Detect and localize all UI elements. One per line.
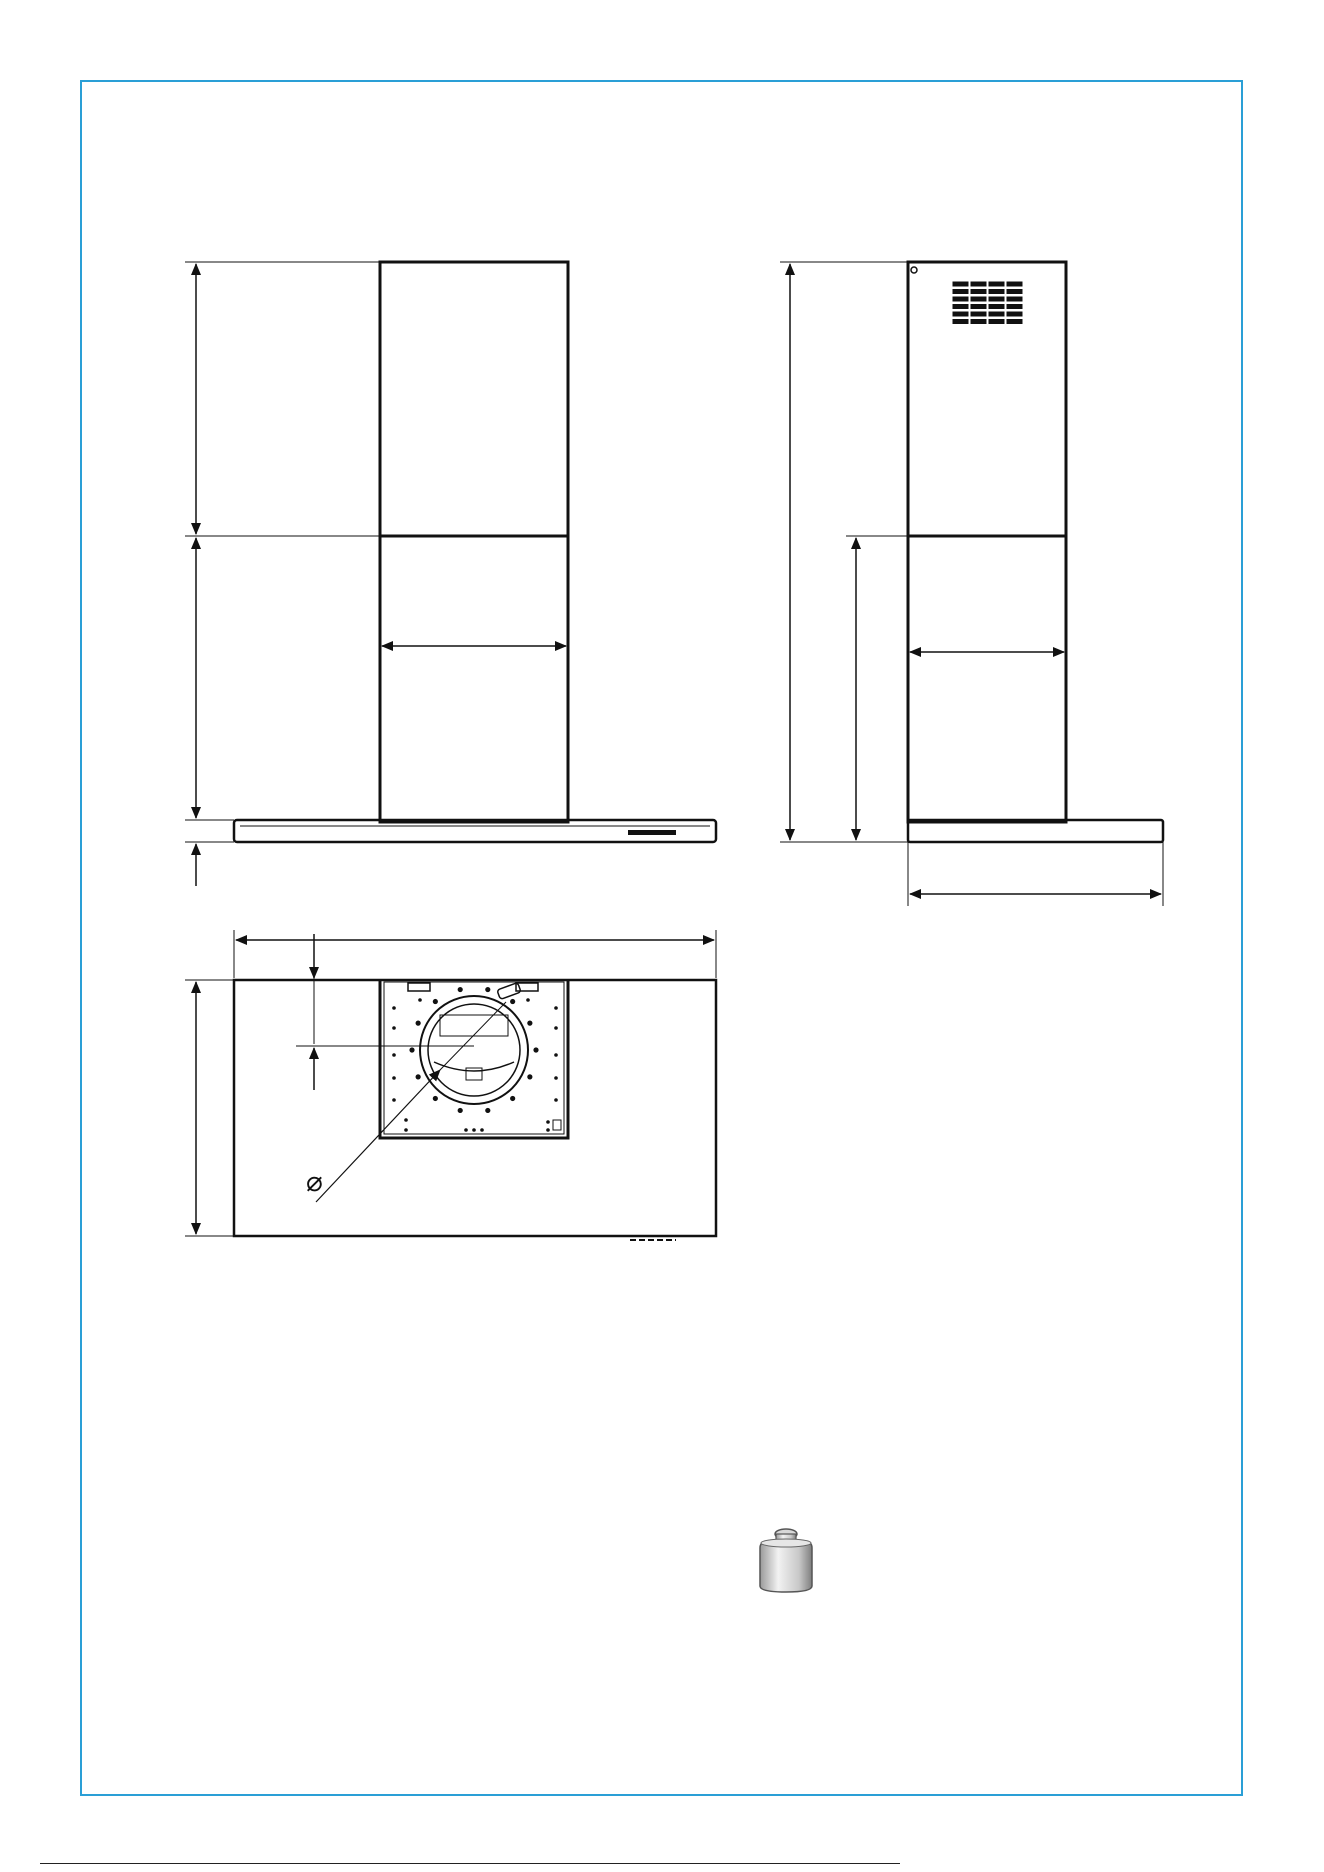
- vent-slot: [1007, 282, 1022, 286]
- mounting-hole: [433, 1096, 438, 1101]
- mounting-hole: [458, 1108, 463, 1113]
- vent-slot: [971, 305, 986, 309]
- vent-slot: [1007, 312, 1022, 316]
- diameter-symbol: ⌀: [306, 1166, 323, 1197]
- mounting-hole: [433, 999, 438, 1004]
- vent-slot: [1007, 305, 1022, 309]
- top-control-box: [553, 1120, 561, 1130]
- mounting-hole: [392, 1098, 396, 1102]
- top-view: [185, 930, 716, 1240]
- vent-slot: [953, 297, 968, 301]
- mount-clip-left: [408, 983, 430, 991]
- side-upper-chimney: [908, 262, 1066, 536]
- vent-slot: [989, 297, 1004, 301]
- vent-slot: [971, 297, 986, 301]
- side-view: [780, 262, 1163, 906]
- vent-slot: [971, 312, 986, 316]
- mounting-hole: [554, 1026, 558, 1030]
- mounting-hole: [554, 1053, 558, 1057]
- weight-icon: [760, 1529, 812, 1592]
- top-canopy-outline: [234, 980, 716, 1236]
- mounting-hole: [416, 1020, 421, 1025]
- vent-slot: [989, 290, 1004, 294]
- mounting-hole: [527, 1020, 532, 1025]
- mounting-hole: [526, 998, 530, 1002]
- vent-slot: [989, 320, 1004, 324]
- mounting-hole: [527, 1074, 532, 1079]
- mounting-hole: [472, 1128, 476, 1132]
- mounting-hole: [392, 1026, 396, 1030]
- vent-slot: [989, 305, 1004, 309]
- vent-slot: [953, 305, 968, 309]
- mounting-hole: [458, 987, 463, 992]
- vent-slot: [971, 320, 986, 324]
- mounting-hole: [533, 1047, 538, 1052]
- front-lower-chimney: [380, 536, 568, 822]
- mounting-hole: [392, 1076, 396, 1080]
- vent-slot: [953, 282, 968, 286]
- front-control-panel: [628, 830, 676, 835]
- diameter-leader: [316, 1070, 440, 1202]
- mounting-hole: [546, 1128, 550, 1132]
- front-upper-chimney: [380, 262, 568, 536]
- mounting-holes: [392, 987, 558, 1132]
- vent-slot: [971, 282, 986, 286]
- footer-rule: [40, 1863, 900, 1864]
- front-view: [185, 262, 716, 886]
- mounting-hole: [404, 1128, 408, 1132]
- mounting-hole: [554, 1006, 558, 1010]
- mounting-hole: [485, 1108, 490, 1113]
- vent-slot: [953, 290, 968, 294]
- outlet-ring-outer: [420, 996, 528, 1104]
- side-vent-grille: [953, 282, 1022, 324]
- mounting-hole: [510, 999, 515, 1004]
- mounting-hole: [546, 1120, 550, 1124]
- mounting-hole: [510, 1096, 515, 1101]
- mounting-hole: [464, 1128, 468, 1132]
- vent-slot: [989, 312, 1004, 316]
- mounting-hole: [485, 987, 490, 992]
- vent-slot: [953, 312, 968, 316]
- mounting-hole: [392, 1053, 396, 1057]
- side-screw: [911, 267, 917, 273]
- vent-slot: [971, 290, 986, 294]
- outlet-ring-inner: [428, 1004, 520, 1096]
- vent-slot: [1007, 297, 1022, 301]
- mounting-hole: [554, 1098, 558, 1102]
- vent-slot: [989, 282, 1004, 286]
- mounting-hole: [409, 1047, 414, 1052]
- vent-slot: [1007, 320, 1022, 324]
- side-lower-chimney: [908, 536, 1066, 822]
- mounting-hole: [554, 1076, 558, 1080]
- mounting-hole: [416, 1074, 421, 1079]
- vent-slot: [1007, 290, 1022, 294]
- mounting-hole: [404, 1118, 408, 1122]
- mounting-hole: [392, 1006, 396, 1010]
- vent-slot: [953, 320, 968, 324]
- mounting-hole: [480, 1128, 484, 1132]
- mounting-hole: [418, 998, 422, 1002]
